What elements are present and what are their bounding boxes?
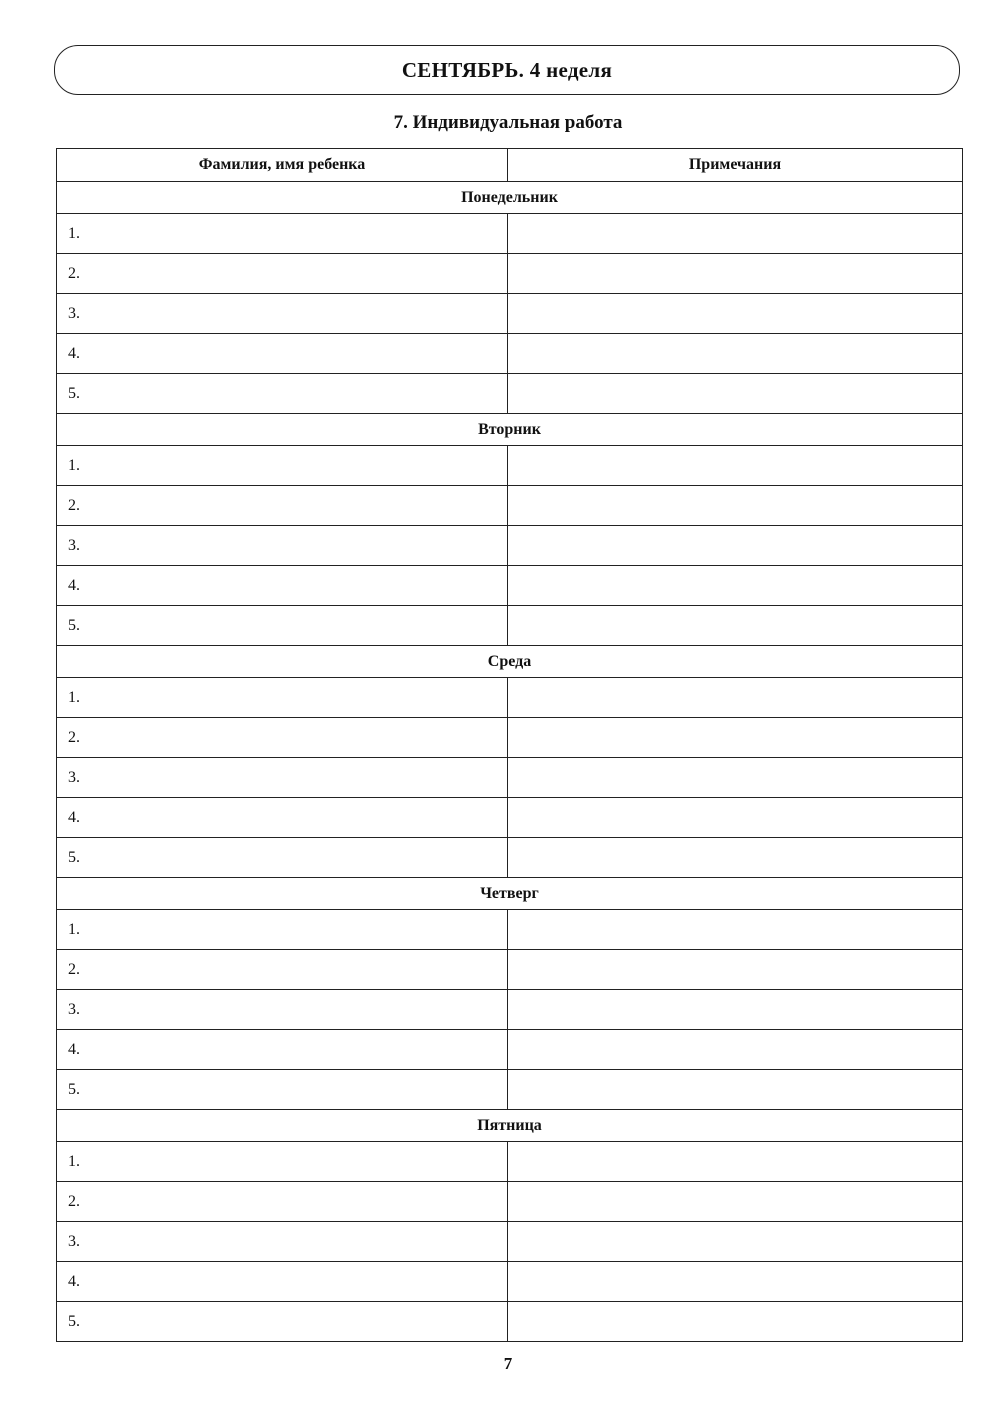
child-name-cell[interactable]: 2. [57,254,508,294]
child-name-cell[interactable]: 4. [57,566,508,606]
notes-cell[interactable] [508,950,963,990]
notes-cell[interactable] [508,374,963,414]
notes-cell[interactable] [508,1030,963,1070]
table-row [57,1182,963,1222]
table-row [57,910,963,950]
table-row [57,606,963,646]
notes-cell[interactable] [508,526,963,566]
child-name-cell[interactable]: 2. [57,950,508,990]
table-row [57,334,963,374]
table-row [57,446,963,486]
day-section-row [57,414,963,446]
child-name-cell[interactable]: 5. [57,838,508,878]
child-name-cell[interactable]: 3. [57,526,508,566]
table-row [57,950,963,990]
individual-work-table [56,148,963,1342]
notes-cell[interactable] [508,1182,963,1222]
child-name-cell[interactable]: 5. [57,1070,508,1110]
table-row [57,990,963,1030]
child-name-cell[interactable]: 5. [57,374,508,414]
table-row [57,1142,963,1182]
table-row [57,758,963,798]
page-header-title: СЕНТЯБРЬ. 4 неделя [401,57,613,82]
child-name-cell[interactable]: 3. [57,1222,508,1262]
table-row [57,838,963,878]
notes-cell[interactable] [508,294,963,334]
column-header-child-name: Фамилия, имя ребенка [57,149,508,182]
child-name-cell[interactable]: 3. [57,294,508,334]
notes-cell[interactable] [508,566,963,606]
child-name-cell[interactable]: 4. [57,334,508,374]
child-name-cell[interactable]: 2. [57,718,508,758]
notes-cell[interactable] [508,1070,963,1110]
table-row [57,294,963,334]
day-label: Среда [57,646,963,678]
day-section-row [57,1110,963,1142]
column-header-notes: Примечания [508,149,963,182]
child-name-cell[interactable]: 3. [57,758,508,798]
child-name-cell[interactable]: 1. [57,678,508,718]
notes-cell[interactable] [508,1302,963,1342]
child-name-cell[interactable]: 4. [57,798,508,838]
day-section-row [57,878,963,910]
page-header-banner [54,45,960,95]
notes-cell[interactable] [508,254,963,294]
child-name-cell[interactable]: 3. [57,990,508,1030]
child-name-cell[interactable]: 1. [57,910,508,950]
notes-cell[interactable] [508,758,963,798]
table-row [57,1030,963,1070]
day-section-row [57,182,963,214]
day-section-row [57,646,963,678]
table-row [57,678,963,718]
table-row [57,1222,963,1262]
notes-cell[interactable] [508,214,963,254]
table-row [57,214,963,254]
table-row [57,486,963,526]
notes-cell[interactable] [508,446,963,486]
child-name-cell[interactable]: 1. [57,1142,508,1182]
notes-cell[interactable] [508,838,963,878]
table-row [57,1070,963,1110]
section-title: 7. Индивидуальная работа [393,112,623,133]
table-row [57,374,963,414]
child-name-cell[interactable]: 5. [57,1302,508,1342]
notes-cell[interactable] [508,718,963,758]
day-label: Четверг [57,878,963,910]
notes-cell[interactable] [508,486,963,526]
table-row [57,798,963,838]
table-header-row [57,149,963,182]
child-name-cell[interactable]: 2. [57,486,508,526]
table-row [57,1302,963,1342]
notes-cell[interactable] [508,1262,963,1302]
day-label: Пятница [57,1110,963,1142]
notes-cell[interactable] [508,606,963,646]
child-name-cell[interactable]: 4. [57,1262,508,1302]
notes-cell[interactable] [508,798,963,838]
table-row [57,254,963,294]
child-name-cell[interactable]: 5. [57,606,508,646]
notes-cell[interactable] [508,1142,963,1182]
table-row [57,526,963,566]
page-number: 7 [503,1354,513,1373]
table-row [57,566,963,606]
notes-cell[interactable] [508,910,963,950]
day-label: Вторник [57,414,963,446]
table-row [57,718,963,758]
notes-cell[interactable] [508,990,963,1030]
notes-cell[interactable] [508,1222,963,1262]
child-name-cell[interactable]: 1. [57,214,508,254]
notes-cell[interactable] [508,678,963,718]
table-row [57,1262,963,1302]
day-label: Понедельник [57,182,963,214]
child-name-cell[interactable]: 1. [57,446,508,486]
child-name-cell[interactable]: 4. [57,1030,508,1070]
child-name-cell[interactable]: 2. [57,1182,508,1222]
notes-cell[interactable] [508,334,963,374]
